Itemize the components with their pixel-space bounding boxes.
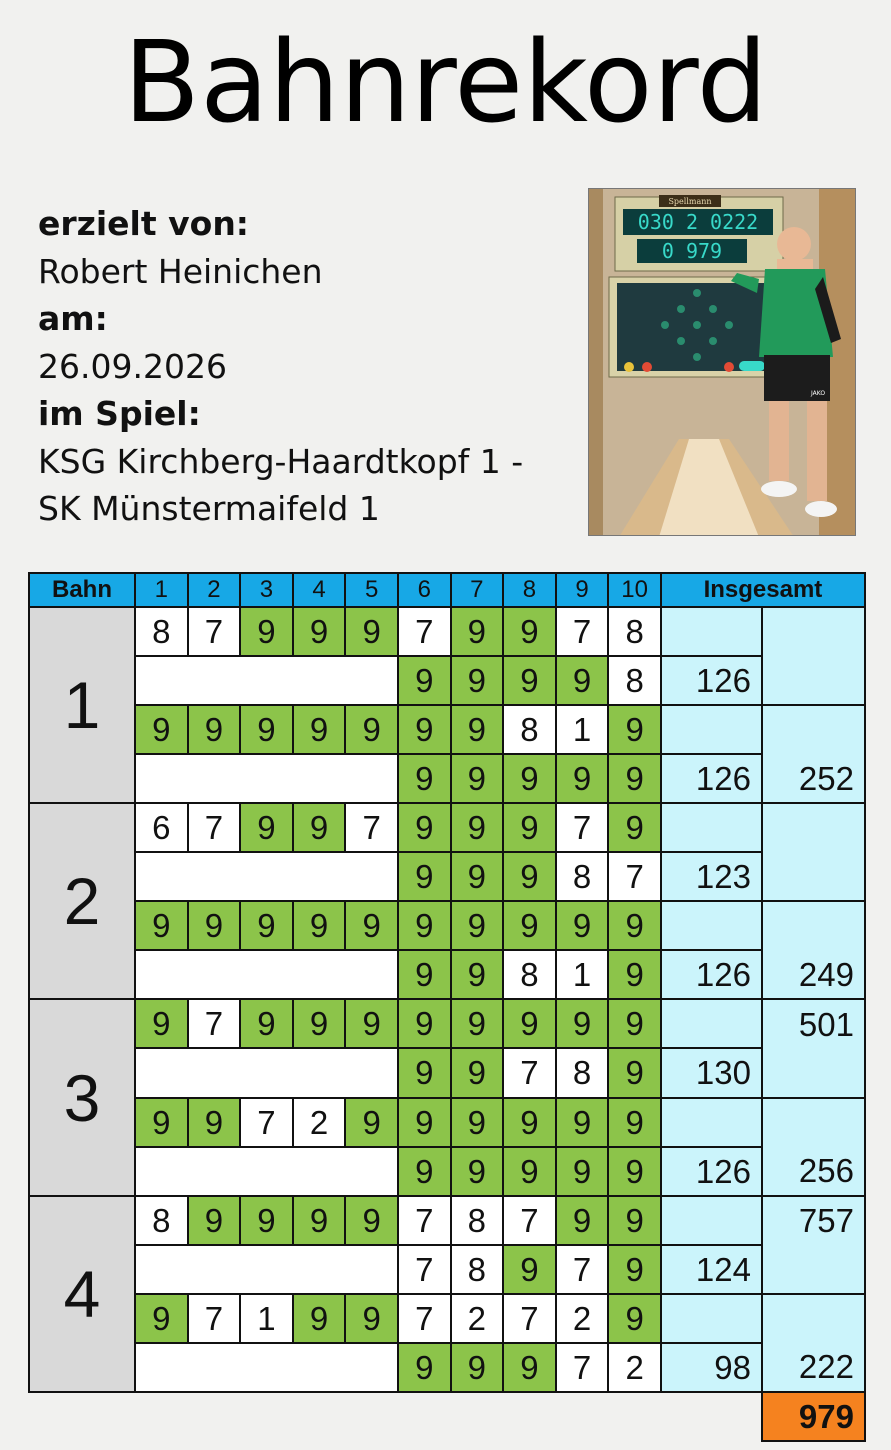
pin-score: 9	[556, 656, 609, 705]
pin-score: 7	[398, 1245, 451, 1294]
pin-score: 9	[608, 950, 661, 999]
pin-score: 9	[293, 803, 346, 852]
pin-score: 9	[608, 1098, 661, 1147]
pin-score: 9	[503, 1147, 556, 1196]
pin-score: 9	[135, 1294, 188, 1343]
pin-score: 9	[398, 950, 451, 999]
empty-cell	[135, 950, 398, 999]
pin-score: 9	[608, 1147, 661, 1196]
table-row	[29, 852, 865, 901]
game-line-1: KSG Kirchberg-Haardtkopf 1 -	[38, 441, 524, 481]
pin-score: 9	[398, 1098, 451, 1147]
pin-score: 9	[451, 901, 504, 950]
table-row	[29, 1147, 865, 1196]
pin-score: 9	[451, 1343, 504, 1392]
pin-score: 9	[293, 999, 346, 1048]
pin-score: 9	[451, 1048, 504, 1097]
pin-score: 9	[503, 1343, 556, 1392]
pin-score: 9	[345, 607, 398, 656]
pin-score: 9	[293, 705, 346, 754]
subtotal-cell	[661, 1294, 762, 1343]
subtotal-cell	[661, 607, 762, 656]
pin-score: 8	[556, 1048, 609, 1097]
pin-score: 8	[451, 1245, 504, 1294]
pin-score: 9	[345, 901, 398, 950]
pin-score: 7	[398, 607, 451, 656]
game-line-2: SK Münstermaifeld 1	[38, 489, 380, 528]
table-row	[29, 1098, 865, 1147]
pin-score: 1	[556, 950, 609, 999]
subtotal-cell	[661, 1196, 762, 1245]
table-row	[29, 1245, 865, 1294]
subtotal-cell	[661, 1098, 762, 1147]
pin-score: 9	[398, 901, 451, 950]
pin-score: 7	[503, 1294, 556, 1343]
subtotal-cell	[661, 705, 762, 754]
date-label: am:	[38, 299, 108, 338]
total-cell	[762, 1294, 865, 1343]
pin-score: 9	[503, 999, 556, 1048]
pin-score: 7	[503, 1196, 556, 1245]
subtotal-cell	[661, 803, 762, 852]
header-column-3: 3	[240, 573, 293, 607]
table-row	[29, 999, 865, 1048]
pin-score: 9	[451, 607, 504, 656]
pin-score: 2	[608, 1343, 661, 1392]
pin-score: 9	[240, 607, 293, 656]
table-row	[29, 901, 865, 950]
empty-cell	[135, 1048, 398, 1097]
pin-score: 9	[556, 1196, 609, 1245]
subtotal-cell: 126	[661, 754, 762, 803]
pin-score: 9	[188, 1196, 241, 1245]
pin-score: 9	[240, 901, 293, 950]
brand-plate: Spellmann	[668, 197, 712, 206]
lane-number: 1	[29, 607, 135, 803]
total-cell	[762, 803, 865, 852]
pin-score: 7	[556, 607, 609, 656]
pin-score: 9	[503, 1245, 556, 1294]
pin-score: 7	[188, 999, 241, 1048]
table-row	[29, 950, 865, 999]
pin-score: 9	[398, 852, 451, 901]
total-cell	[762, 1048, 865, 1097]
total-cell	[762, 1245, 865, 1294]
empty-cell	[135, 754, 398, 803]
pin-score: 9	[608, 1196, 661, 1245]
pin-score: 9	[556, 1147, 609, 1196]
shorts-logo: JAKO	[811, 390, 826, 397]
pin-score: 7	[503, 1048, 556, 1097]
pin-score: 8	[556, 852, 609, 901]
grand-total: 979	[762, 1392, 865, 1441]
pin-score: 7	[188, 607, 241, 656]
lane-number: 3	[29, 999, 135, 1195]
total-cell	[762, 1098, 865, 1147]
pin-score: 9	[451, 803, 504, 852]
pin-score: 9	[135, 999, 188, 1048]
empty-cell	[135, 852, 398, 901]
pin-score: 7	[556, 1343, 609, 1392]
pin-score: 2	[451, 1294, 504, 1343]
pin-score: 9	[503, 1098, 556, 1147]
table-row	[29, 803, 865, 852]
total-cell: 256	[762, 1147, 865, 1196]
game-label: im Spiel:	[38, 394, 201, 433]
subtotal-cell: 123	[661, 852, 762, 901]
record-info	[38, 200, 578, 533]
pin-score: 9	[398, 754, 451, 803]
pin-score: 9	[608, 803, 661, 852]
pin-score: 9	[451, 754, 504, 803]
pin-score: 9	[556, 901, 609, 950]
pin-score: 9	[240, 999, 293, 1048]
pin-score: 9	[293, 901, 346, 950]
pin-score: 1	[240, 1294, 293, 1343]
table-row	[29, 705, 865, 754]
total-cell	[762, 901, 865, 950]
player-name: Robert Heinichen	[38, 251, 323, 291]
pin-score: 7	[608, 852, 661, 901]
total-cell: 222	[762, 1343, 865, 1392]
player-photo	[588, 188, 856, 536]
header-bahn: Bahn	[29, 573, 135, 607]
total-cell	[762, 705, 865, 754]
pin-score: 9	[503, 852, 556, 901]
pin-score: 8	[135, 607, 188, 656]
pin-score: 8	[503, 705, 556, 754]
lane-number: 4	[29, 1196, 135, 1392]
pin-score: 9	[451, 705, 504, 754]
table-row	[29, 1196, 865, 1245]
pin-score: 6	[135, 803, 188, 852]
subtotal-cell: 124	[661, 1245, 762, 1294]
pin-score: 7	[398, 1294, 451, 1343]
pin-score: 9	[293, 1196, 346, 1245]
player-head	[777, 227, 811, 261]
header-column-2: 2	[188, 573, 241, 607]
pin-score: 9	[398, 1343, 451, 1392]
pin-score: 9	[503, 754, 556, 803]
total-cell: 249	[762, 950, 865, 999]
photo-illustration	[589, 189, 856, 536]
total-cell	[762, 852, 865, 901]
pin-score: 9	[503, 901, 556, 950]
page-title: Bahnrekord	[123, 18, 768, 148]
table-row	[29, 1048, 865, 1097]
pin-score: 9	[398, 1048, 451, 1097]
pin-score: 9	[556, 1098, 609, 1147]
record-date: 26.09.2026	[38, 346, 227, 386]
header-column-5: 5	[345, 573, 398, 607]
pin-score: 7	[345, 803, 398, 852]
pin-score: 9	[135, 705, 188, 754]
pin-score: 9	[398, 656, 451, 705]
header-column-4: 4	[293, 573, 346, 607]
table-row	[29, 754, 865, 803]
empty-cell	[135, 1147, 398, 1196]
pin-score: 9	[188, 705, 241, 754]
pin-score: 9	[135, 901, 188, 950]
pin-score: 9	[345, 1098, 398, 1147]
pin-score: 9	[451, 656, 504, 705]
pin-score: 9	[451, 999, 504, 1048]
subtotal-cell: 126	[661, 950, 762, 999]
pin-score: 9	[240, 705, 293, 754]
grand-total-row	[29, 1392, 865, 1441]
pin-score: 9	[556, 999, 609, 1048]
pin-score: 9	[345, 705, 398, 754]
header-column-1: 1	[135, 573, 188, 607]
table-row	[29, 607, 865, 656]
pin-score: 8	[608, 607, 661, 656]
pin-score: 9	[188, 901, 241, 950]
subtotal-cell	[661, 999, 762, 1048]
spacer	[29, 1392, 762, 1441]
pin-score: 9	[608, 705, 661, 754]
empty-cell	[135, 1245, 398, 1294]
lane-number: 2	[29, 803, 135, 999]
pin-score: 7	[556, 803, 609, 852]
pin-score: 9	[451, 1098, 504, 1147]
empty-cell	[135, 1343, 398, 1392]
pin-score: 8	[451, 1196, 504, 1245]
header-column-9: 9	[556, 573, 609, 607]
total-cell: 757	[762, 1196, 865, 1245]
table-row	[29, 656, 865, 705]
pin-score: 9	[398, 999, 451, 1048]
score-table	[28, 572, 866, 1442]
scoreboard-bottom: 0 979	[661, 239, 723, 263]
subtotal-cell: 126	[661, 1147, 762, 1196]
subtotal-cell: 126	[661, 656, 762, 705]
table-header-row	[29, 573, 865, 607]
total-cell	[762, 607, 865, 656]
pin-score: 9	[398, 1147, 451, 1196]
achieved-by-label: erzielt von:	[38, 204, 250, 243]
pin-score: 7	[240, 1098, 293, 1147]
empty-cell	[135, 656, 398, 705]
header-column-6: 6	[398, 573, 451, 607]
pin-score: 8	[608, 656, 661, 705]
pin-score: 9	[135, 1098, 188, 1147]
pin-score: 9	[451, 1147, 504, 1196]
pin-score: 9	[293, 1294, 346, 1343]
pin-score: 9	[608, 1294, 661, 1343]
subtotal-cell: 130	[661, 1048, 762, 1097]
pin-score: 7	[556, 1245, 609, 1294]
pin-score: 9	[608, 1245, 661, 1294]
pin-score: 9	[608, 999, 661, 1048]
pin-score: 9	[608, 901, 661, 950]
pin-score: 8	[135, 1196, 188, 1245]
table-row	[29, 1343, 865, 1392]
pin-score: 9	[608, 1048, 661, 1097]
subtotal-cell: 98	[661, 1343, 762, 1392]
total-cell	[762, 656, 865, 705]
header-total: Insgesamt	[661, 573, 865, 607]
total-cell: 501	[762, 999, 865, 1048]
header-column-10: 10	[608, 573, 661, 607]
pin-score: 9	[398, 705, 451, 754]
header-column-7: 7	[451, 573, 504, 607]
pin-score: 7	[188, 1294, 241, 1343]
header-column-8: 8	[503, 573, 556, 607]
pin-score: 1	[556, 705, 609, 754]
pin-score: 9	[240, 803, 293, 852]
pin-score: 9	[398, 803, 451, 852]
pin-score: 9	[451, 852, 504, 901]
pin-score: 9	[188, 1098, 241, 1147]
pin-score: 9	[556, 754, 609, 803]
total-cell: 252	[762, 754, 865, 803]
pin-score: 9	[608, 754, 661, 803]
pin-score: 9	[503, 656, 556, 705]
pin-score: 9	[240, 1196, 293, 1245]
pin-score: 9	[503, 803, 556, 852]
subtotal-cell	[661, 901, 762, 950]
pin-score: 9	[503, 607, 556, 656]
scoreboard-top: 030 2 0222	[637, 210, 759, 234]
pin-score: 9	[293, 607, 346, 656]
pin-score: 9	[345, 1294, 398, 1343]
pin-score: 9	[345, 999, 398, 1048]
pin-score: 2	[293, 1098, 346, 1147]
table-row	[29, 1294, 865, 1343]
pin-score: 9	[345, 1196, 398, 1245]
pin-score: 9	[451, 950, 504, 999]
pin-score: 7	[188, 803, 241, 852]
pin-score: 7	[398, 1196, 451, 1245]
pin-score: 2	[556, 1294, 609, 1343]
pin-score: 8	[503, 950, 556, 999]
